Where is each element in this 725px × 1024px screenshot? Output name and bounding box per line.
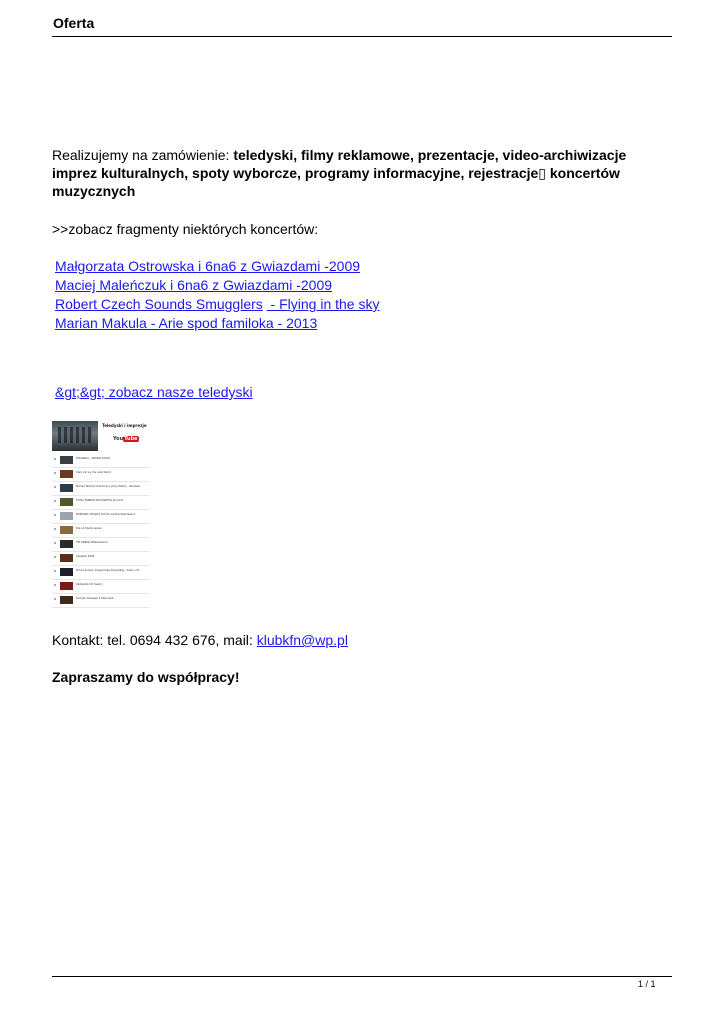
contact-text: Kontakt: tel. 0694 432 676, mail: xyxy=(52,632,257,648)
playlist-item-label[interactable]: Dla ok Studio jezow xyxy=(76,527,102,530)
contact-email-link[interactable]: klubkfn@wp.pl xyxy=(256,632,348,648)
playlist-bullet-icon xyxy=(54,542,56,544)
playlist-item-thumbnail[interactable] xyxy=(60,484,73,492)
playlist-bullet-icon xyxy=(54,514,56,516)
concert-link-ostrowska[interactable]: Małgorzata Ostrowska i 6na6 z Gwiazdami -2009 xyxy=(55,258,361,274)
concert-link-makula[interactable]: Marian Makula - Arie spod familoka - 2013 xyxy=(55,315,318,331)
concert-link-row xyxy=(55,257,380,276)
playlist-item-label[interactable]: TATARSKA - APORIA 07/08 xyxy=(76,457,110,460)
playlist-item[interactable] xyxy=(52,454,149,468)
intro-prefix: Realizujemy na zamówienie: xyxy=(52,147,234,163)
closing-text: Zapraszamy do współpracy! xyxy=(52,669,240,685)
playlist-item-thumbnail[interactable] xyxy=(60,526,73,534)
playlist-item-thumbnail[interactable] xyxy=(60,540,73,548)
intro-services: teledyski, filmy reklamowe, prezentacje, video-archiwizacje imprez kulturalnych, spoty wyborcze, programy informacyjne, rejestracje▯ koncertów muzycznych xyxy=(52,147,627,199)
playlist-item-thumbnail[interactable] xyxy=(60,582,73,590)
playlist-item-label[interactable]: Valhalista CD Swerry xyxy=(76,583,103,586)
youtube-logo-icon[interactable]: YouTube xyxy=(113,436,138,442)
playlist-bullet-icon xyxy=(54,570,56,572)
playlist-bullet-icon xyxy=(54,486,56,488)
playlist-item-thumbnail[interactable] xyxy=(60,470,73,478)
playlist-item-thumbnail[interactable] xyxy=(60,498,73,506)
playlist-item[interactable] xyxy=(52,594,149,608)
concert-links xyxy=(55,257,380,333)
page-header-title: Oferta xyxy=(53,15,95,31)
playlist-item[interactable] xyxy=(52,496,149,510)
playlist-item[interactable] xyxy=(52,482,149,496)
playlist-item-label[interactable]: Marian Wierzb Ochrzczyny Jóiny Wierzl - teledysk xyxy=(76,485,140,488)
playlist-item-label[interactable]: TOTAL NIMBUS BUS PARTKA Koncert xyxy=(76,499,123,502)
playlist-item[interactable] xyxy=(52,524,149,538)
playlist-bullet-icon xyxy=(54,598,56,600)
page-number: 1 / 1 xyxy=(638,979,656,989)
playlist-bullet-icon xyxy=(54,500,56,502)
playlist-bullet-icon xyxy=(54,584,56,586)
intro-paragraph xyxy=(52,146,672,200)
playlist-item-thumbnail[interactable] xyxy=(60,596,73,604)
playlist-item[interactable] xyxy=(52,580,149,594)
playlist-item[interactable] xyxy=(52,566,149,580)
concerts-heading: >>zobacz fragmenty niektórych koncertów: xyxy=(52,221,319,237)
youtube-playlist-widget[interactable] xyxy=(52,421,149,600)
playlist-title[interactable]: Teledyski i imprezje xyxy=(102,423,147,428)
concert-link-flying[interactable]: - Flying in the sky xyxy=(266,296,380,312)
music-videos-link[interactable]: &gt;&gt; zobacz nasze teledyski xyxy=(55,384,253,400)
playlist-cover-thumbnail[interactable] xyxy=(52,421,98,451)
playlist-bullet-icon xyxy=(54,458,56,460)
playlist-item-thumbnail[interactable] xyxy=(60,456,73,464)
playlist-item-label[interactable]: TIE LIBRDA Misterkowicz xyxy=(76,541,108,544)
playlist-item[interactable] xyxy=(52,552,149,566)
playlist-item-label[interactable]: Prince Kcision Dragonhaky travedlley - Dubu coll xyxy=(76,569,140,572)
playlist-bullet-icon xyxy=(54,528,56,530)
playlist-bullet-icon xyxy=(54,556,56,558)
concert-link-malenczuk[interactable]: Maciej Maleńczuk i 6na6 z Gwiazdami -2009 xyxy=(55,277,333,293)
concert-link-row xyxy=(55,295,380,314)
contact-line xyxy=(52,632,348,648)
playlist-item-label[interactable]: Czestyki 2009 xyxy=(76,555,95,558)
concert-link-row xyxy=(55,314,380,333)
playlist-bullet-icon xyxy=(54,472,56,474)
playlist-items xyxy=(52,454,149,608)
playlist-item-label[interactable]: Sumper teledysk 4 Moscresti xyxy=(76,597,114,600)
playlist-item-thumbnail[interactable] xyxy=(60,512,73,520)
header-divider xyxy=(52,36,672,37)
playlist-item[interactable] xyxy=(52,468,149,482)
playlist-item-thumbnail[interactable] xyxy=(60,568,73,576)
concert-link-row xyxy=(55,276,380,295)
playlist-item-thumbnail[interactable] xyxy=(60,554,73,562)
playlist-item-label[interactable]: Vieni kiri ey rhe reke World xyxy=(76,471,111,474)
playlist-item[interactable] xyxy=(52,510,149,524)
concert-link-czech[interactable]: Robert Czech Sounds Smugglers xyxy=(55,296,263,312)
playlist-item-label[interactable]: BOROWIK TWOJCH LIO Koncertow Wierzewicz xyxy=(76,513,136,516)
playlist-item[interactable] xyxy=(52,538,149,552)
footer-divider xyxy=(52,976,672,977)
